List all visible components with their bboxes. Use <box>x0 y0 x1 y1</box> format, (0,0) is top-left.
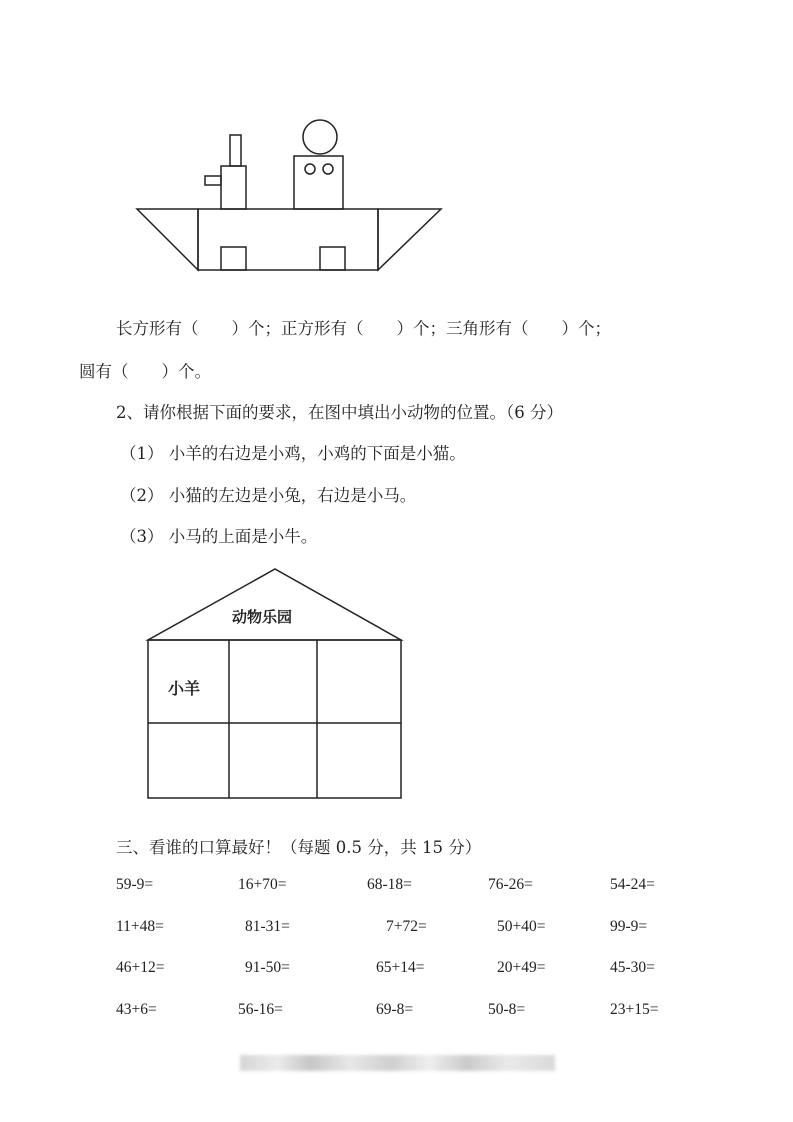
math-problem: 65+14= <box>376 959 425 976</box>
math-problem: 50+40= <box>497 918 546 935</box>
cell-label-sheep: 小羊 <box>168 679 201 698</box>
house-title: 动物乐园 <box>232 608 293 626</box>
math-problem: 76-26= <box>488 876 533 893</box>
math-problem: 99-9= <box>610 918 648 935</box>
math-problem: 11+48= <box>116 918 164 935</box>
q2-item-2: （2） 小猫的左边是小兔，右边是小马。 <box>120 486 417 505</box>
math-problem: 7+72= <box>386 918 427 935</box>
house-roof <box>148 569 401 640</box>
blurred-footer-watermark <box>240 1055 555 1071</box>
math-problem: 54-24= <box>610 876 655 893</box>
math-problem: 20+49= <box>497 959 546 976</box>
math-problem: 50-8= <box>488 1001 526 1018</box>
q2-item-1: （1） 小羊的右边是小鸡，小鸡的下面是小猫。 <box>120 444 466 463</box>
section3-heading: 三、看谁的口算最好！（每题 0.5 分，共 15 分） <box>116 838 482 857</box>
math-problem: 69-8= <box>376 1001 414 1018</box>
math-problem: 91-50= <box>245 959 290 976</box>
house-grid-outer <box>148 640 401 798</box>
math-problem: 56-16= <box>238 1001 283 1018</box>
math-problem: 43+6= <box>116 1001 157 1018</box>
math-problem: 68-18= <box>367 876 412 893</box>
shapes-count-line1: 长方形有（ ）个；正方形有（ ）个；三角形有（ ）个； <box>116 319 611 338</box>
q2-heading: 2、请你根据下面的要求，在图中填出小动物的位置。（6 分） <box>116 403 563 422</box>
math-problem: 45-30= <box>610 959 655 976</box>
q2-item-3: （3） 小马的上面是小牛。 <box>120 527 318 546</box>
math-problem: 81-31= <box>245 918 290 935</box>
math-problem: 59-9= <box>116 876 154 893</box>
shapes-count-line2: 圆有（ ）个。 <box>79 362 211 381</box>
math-problem: 23+15= <box>610 1001 659 1018</box>
math-problem: 16+70= <box>238 876 287 893</box>
math-problem: 46+12= <box>116 959 165 976</box>
